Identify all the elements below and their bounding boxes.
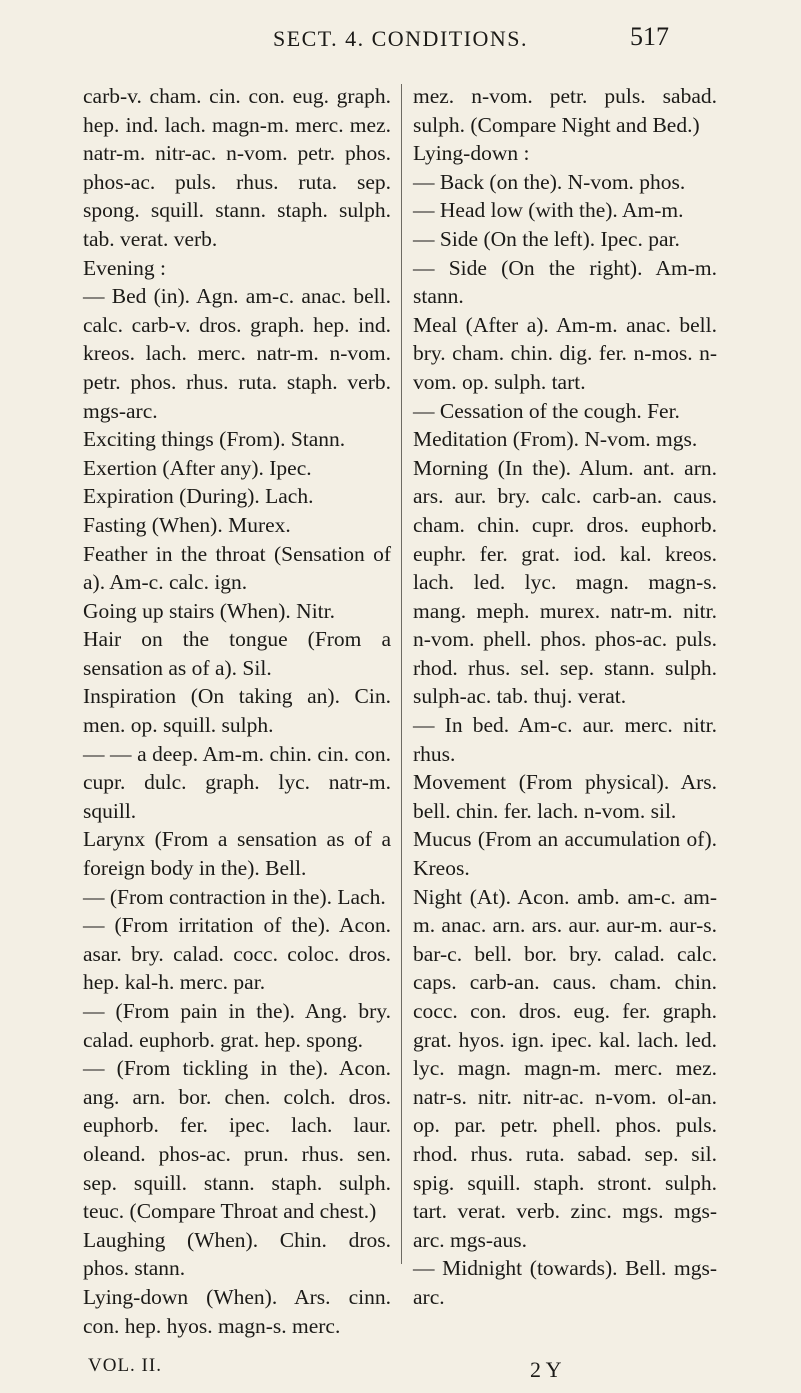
list-item: — Side (On the left). Ipec. par. [413,226,680,251]
list-item: — (From contraction in the). Lach. [83,884,386,909]
list-item: Larynx (From a sensation as of a foreign body in the). Bell. [83,827,391,881]
list-item: Expiration (During). Lach. [83,484,314,509]
volume-label: VOL. II. [88,1355,162,1376]
list-item: Meal (After a). Am-m. anac. bell. bry. cham. chin. dig. fer. n-mos. n-vom. op. sulph. tart. [413,312,717,394]
list-item: mez. n-vom. petr. puls. sabad. sulph. (Compare Night and Bed.) [413,84,717,137]
list-item: — Bed (in). Agn. am-c. anac. bell. calc. carb-v. dros. graph. hep. ind. kreos. lach. merc. natr-m. n-vom. petr. phos. rhus. ruta. staph. verb. mgs-arc. [83,284,391,423]
list-item: — (From irritation of the). Acon. asar. bry. calad. cocc. coloc. dros. hep. kal-h. merc. par. [83,913,391,995]
signature-mark: 2 Y [530,1357,562,1382]
list-item: Evening : [83,255,166,280]
list-item: Exertion (After any). Ipec. [83,455,312,480]
list-item: — — a deep. Am-m. chin. cin. con. cupr. dulc. graph. lyc. natr-m. squill. [83,741,391,823]
list-item: — Midnight (towards). Bell. mgs-arc. [413,1256,717,1309]
running-head [0,20,801,60]
list-item: Going up stairs (When). Nitr. [83,598,335,623]
list-item: Meditation (From). N-vom. mgs. [413,427,698,452]
list-item: Laughing (When). Chin. dros. phos. stann. [83,1227,391,1281]
list-item: — Back (on the). N-vom. phos. [413,169,686,194]
left-column [83,82,391,1340]
running-head-title: SECT. 4. CONDITIONS. [272,26,529,51]
list-item: — (From pain in the). Ang. bry. calad. euphorb. grat. hep. spong. [83,999,391,1052]
list-item: — Head low (with the). Am-m. [413,198,684,223]
list-item: Fasting (When). Murex. [83,512,291,537]
list-item: Exciting things (From). Stann. [83,427,346,452]
list-item: Movement (From physical). Ars. bell. chin. fer. lach. n-vom. sil. [413,770,717,823]
list-item: Lying-down (When). Ars. cinn. con. hep. hyos. magn-s. merc. [83,1284,391,1338]
list-item: Lying-down : [413,141,530,166]
column-divider [401,84,402,1264]
list-item: — In bed. Am-c. aur. merc. nitr. rhus. [413,713,717,766]
page-number: 517 [630,22,669,51]
right-column [413,82,717,1312]
list-item: Night (At). Acon. amb. am-c. am-m. anac. arn. ars. aur. aur-m. aur-s. bar-c. bell. bor. bry. calad. calc. caps. carb-an. caus. cham. chin. cocc. con. dros. eug. fer. graph. grat. hyos. ign. ipec. kal. lach. led. lyc. magn. magn-m. merc. mez. natr-s. nitr. nitr-ac. n-vom. ol-an. op. par. petr. phell. phos. puls. rhod. rhus. ruta. sabad. sep. sil. spig. squill. staph. stront. sulph. tart. verat. verb. zinc. mgs. mgs-arc. mgs-aus. [413,884,717,1252]
list-item: Hair on the tongue (From a sensation as of a). Sil. [83,627,391,680]
list-item: Feather in the throat (Sensation of a). Am-c. calc. ign. [83,541,391,595]
list-item: Morning (In the). Alum. ant. arn. ars. aur. bry. calc. carb-an. caus. cham. chin. cupr. dros. euphorb. euphr. fer. grat. iod. kal. kreos. lach. led. lyc. magn. magn-s. mang. meph. murex. natr-m. nitr. n-vom. phell. phos. phos-ac. puls. rhod. rhus. sel. sep. stann. sulph. sulph-ac. tab. thuj. verat. [413,455,717,709]
list-item: carb-v. cham. cin. con. eug. graph. hep. ind. lach. magn-m. merc. mez. natr-m. nitr-ac. n-vom. petr. phos. phos-ac. puls. rhus. ruta. sep. spong. squill. stann. staph. sulph. tab. verat. verb. [83,84,391,251]
list-item: — Cessation of the cough. Fer. [413,398,680,423]
list-item: Inspiration (On taking an). Cin. men. op. squill. sulph. [83,684,391,738]
list-item: Mucus (From an accumulation of). Kreos. [413,827,717,881]
list-item: — (From tickling in the). Acon. ang. arn. bor. chen. colch. dros. euphorb. fer. ipec. lach. laur. oleand. phos-ac. prun. rhus. sen. sep. squill. stann. staph. sulph. teuc. (Compare Throat and chest.) [83,1056,391,1224]
list-item: — Side (On the right). Am-m. stann. [413,255,717,309]
